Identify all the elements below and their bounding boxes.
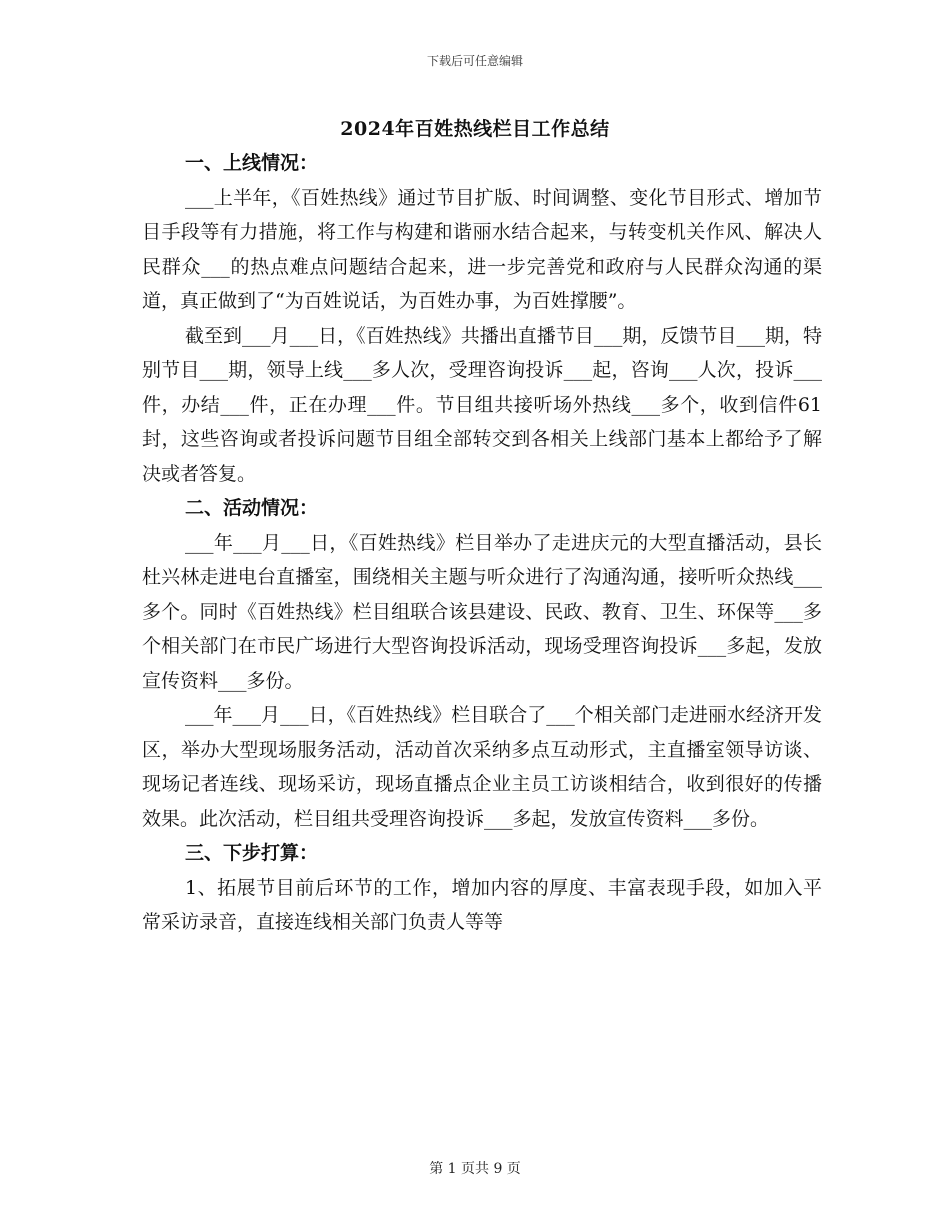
- page-header-note: 下载后可任意编辑: [426, 54, 523, 68]
- section-heading: 三、下步打算：: [185, 842, 319, 864]
- page-footer: 第 1 页共 9 页: [429, 1161, 521, 1177]
- paragraph: 截至到___月___日，《百姓热线》共播出直播节目___期，反馈节目___期，特别节目___期，领导上线___多人次，受理咨询投诉___起，咨询___人次，投诉___件，办结___件，正在办理___件。节目组共接听场外热线___多个，收到信件61封，这些咨询或者投诉问题节目组全部转交到各相关上线部门基本上都给予了解决或者答复。: [142, 324, 822, 485]
- paragraph: ___年___月___日，《百姓热线》栏目联合了___个相关部门走进丽水经济开发区，举办大型现场服务活动，活动首次采纳多点互动形式，主直播室领导访谈、现场记者连线、现场采访，现场直播点企业主员工访谈相结合，收到很好的传播效果。此次活动，栏目组共受理咨询投诉___多起，发放宣传资料___多份。: [142, 704, 822, 830]
- paragraph: ___上半年，《百姓热线》通过节目扩版、时间调整、变化节目形式、增加节目手段等有力措施，将工作与构建和谐丽水结合起来，与转变机关作风、解决人民群众___的热点难点问题结合起来，进一步完善党和政府与人民群众沟通的渠道，真正做到了“为百姓说话，为百姓办事，为百姓撑腰”。: [142, 186, 822, 312]
- paragraph: 1、拓展节目前后环节的工作，增加内容的厚度、丰富表现手段，如加入平常采访录音，直接连线相关部门负责人等等: [142, 876, 822, 933]
- document-body: [142, 146, 822, 940]
- section-heading: 二、活动情况：: [185, 497, 319, 519]
- paragraph: ___年___月___日，《百姓热线》栏目举办了走进庆元的大型直播活动，县长杜兴林走进电台直播室，围绕相关主题与听众进行了沟通沟通，接听听众热线___多个。同时《百姓热线》栏目组联合该县建设、民政、教育、卫生、环保等___多个相关部门在市民广场进行大型咨询投诉活动，现场受理咨询投诉___多起，发放宣传资料___多份。: [142, 531, 822, 692]
- document-title: 2024年百姓热线栏目工作总结: [340, 118, 610, 140]
- section-heading: 一、上线情况：: [185, 152, 319, 174]
